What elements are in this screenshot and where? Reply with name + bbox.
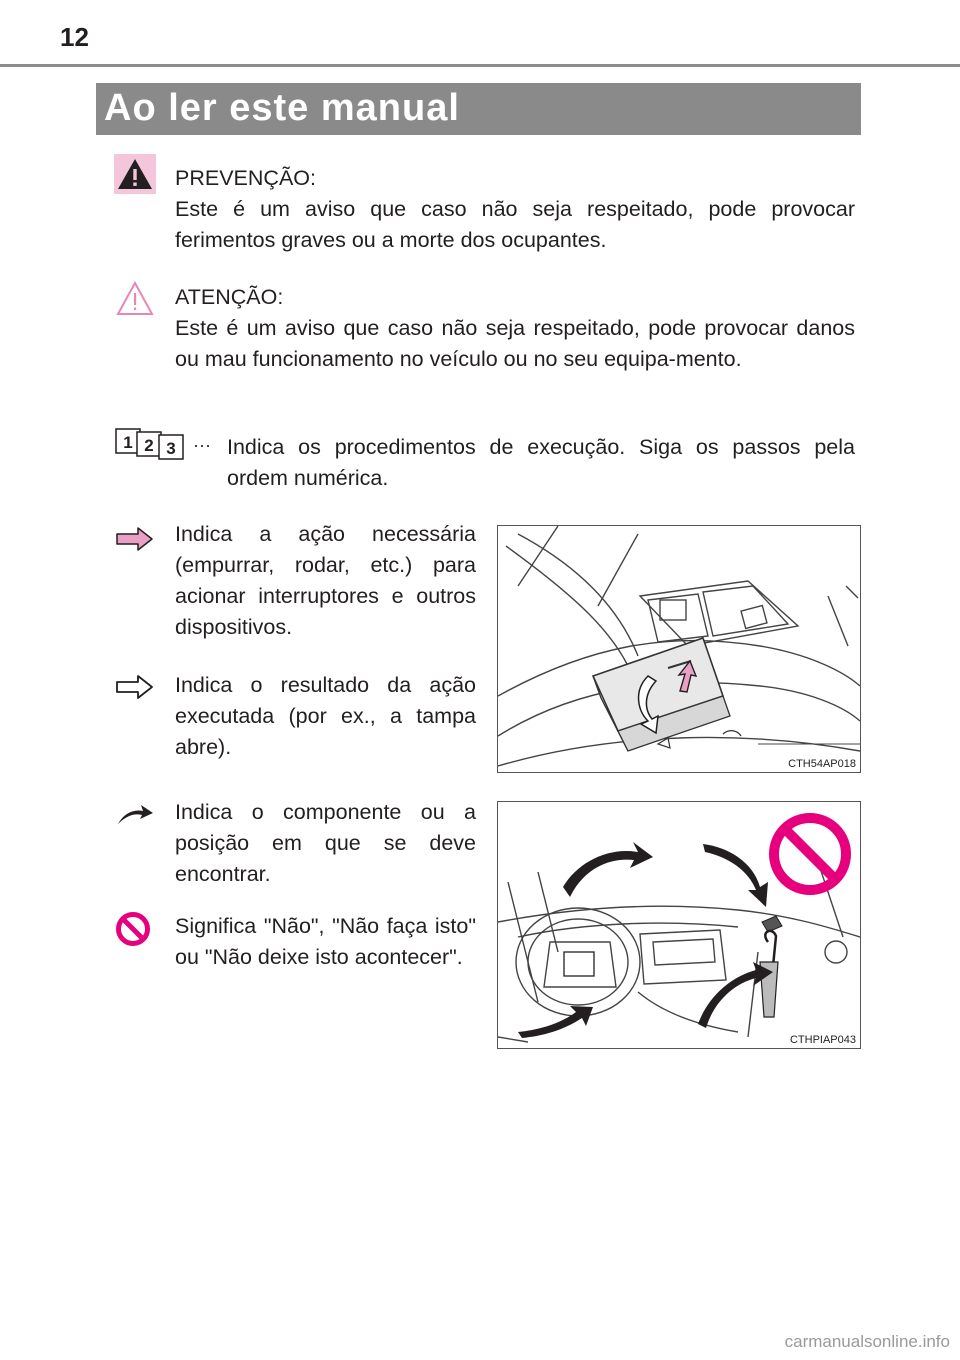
step-number-1: 1 [123, 433, 133, 452]
section-title-bar [96, 83, 861, 135]
outline-arrow-icon [116, 674, 154, 700]
steps-text: Indica os procedimentos de execução. Siga os passos pela ordem numérica. [227, 435, 855, 490]
warning-triangle-icon [114, 154, 156, 194]
numbered-steps-icon [115, 426, 189, 462]
dashboard-drawing [498, 802, 860, 1048]
action-text: Indica a ação necessária (empurrar, rodar, etc.) para acionar interruptores e outros dispositivos. [175, 522, 476, 639]
result-text: Indica o resultado da ação executada (por ex., a tampa abre). [175, 673, 476, 759]
notice-heading: ATENÇÃO: [175, 285, 284, 309]
filled-arrow-icon [116, 526, 154, 552]
prohibited-icon [115, 911, 151, 947]
steps-dots: ··· [193, 435, 211, 455]
figure-1-code: CTH54AP018 [788, 758, 856, 770]
section-title: Ao ler este manual [104, 87, 460, 129]
figure-dashboard [497, 801, 861, 1049]
warning-text: Este é um aviso que caso não seja respeitado, pode provocar ferimentos graves ou a morte dos ocupantes. [175, 197, 855, 252]
notice-triangle-icon [114, 280, 156, 318]
component-text: Indica o componente ou a posição em que se deve encontrar. [175, 800, 476, 886]
prohibited-text: Significa "Não", "Não faça isto" ou "Não deixe isto acontecer". [175, 914, 476, 969]
page-number: 12 [60, 22, 89, 52]
curved-arrow-icon [116, 802, 154, 826]
notice-text: Este é um aviso que caso não seja respeitado, pode provocar danos ou mau funcionamento no veículo ou no seu equipa-mento. [175, 316, 855, 371]
figure-2-code: CTHPIAP043 [789, 1034, 856, 1046]
warning-heading: PREVENÇÃO: [175, 166, 316, 190]
step-number-2: 2 [144, 436, 154, 455]
header-rule [0, 64, 960, 67]
overhead-console-drawing [498, 526, 860, 772]
figure-overhead-console [497, 525, 861, 773]
step-number-3: 3 [166, 439, 176, 458]
watermark: carmanualsonline.info [784, 1332, 950, 1351]
